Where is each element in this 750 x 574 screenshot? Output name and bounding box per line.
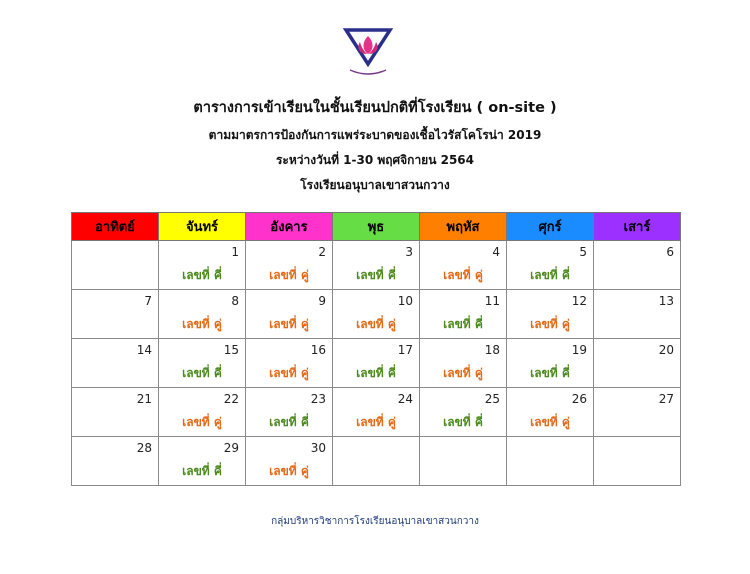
attendance-group-label: เลขที่ คู่ [182, 317, 222, 331]
calendar-week-row [72, 241, 681, 290]
day-number: 15 [223, 343, 239, 357]
page-subtitle: ตามมาตรการป้องกันการแพร่ระบาดของเชื้อไวรัสโคโรน่า 2019 [208, 128, 542, 142]
attendance-group-label: เลขที่ คี่ [182, 464, 222, 478]
calendar-day-cell [507, 339, 594, 388]
day-number: 1 [231, 245, 239, 259]
calendar-day-cell [420, 339, 507, 388]
attendance-group-label: เลขที่ คี่ [356, 268, 396, 282]
calendar-day-cell [246, 388, 333, 437]
calendar-day-cell [159, 241, 246, 290]
attendance-group-label: เลขที่ คี่ [443, 317, 483, 331]
calendar-day-cell [72, 437, 159, 486]
calendar-day-cell [420, 241, 507, 290]
day-number: 26 [571, 392, 587, 406]
calendar-day-cell [159, 339, 246, 388]
calendar-day-cell [333, 241, 420, 290]
calendar-day-cell [246, 290, 333, 339]
attendance-group-label: เลขที่ คู่ [269, 366, 309, 380]
day-number: 24 [397, 392, 413, 406]
day-number: 2 [318, 245, 326, 259]
day-number: 8 [231, 294, 239, 308]
calendar-week-row [72, 290, 681, 339]
day-number: 29 [223, 441, 239, 455]
calendar-day-cell [594, 339, 681, 388]
day-number: 20 [658, 343, 674, 357]
day-number: 14 [136, 343, 152, 357]
calendar-day-cell [333, 339, 420, 388]
calendar-day-cell [333, 437, 420, 486]
attendance-group-label: เลขที่ คู่ [443, 268, 483, 282]
calendar-day-cell [72, 290, 159, 339]
calendar-week-row [72, 388, 681, 437]
calendar-day-cell [72, 388, 159, 437]
day-number: 12 [571, 294, 587, 308]
date-range: ระหว่างวันที่ 1-30 พฤศจิกายน 2564 [275, 153, 474, 167]
day-number: 6 [666, 245, 674, 259]
day-number: 27 [658, 392, 674, 406]
day-number: 16 [310, 343, 326, 357]
calendar-day-cell [507, 241, 594, 290]
day-number: 21 [136, 392, 152, 406]
calendar-day-cell [159, 437, 246, 486]
day-header-tuesday: อังคาร [246, 213, 333, 241]
attendance-group-label: เลขที่ คี่ [530, 366, 570, 380]
day-number: 25 [484, 392, 500, 406]
calendar-week-row [72, 437, 681, 486]
calendar-day-cell [72, 339, 159, 388]
attendance-group-label: เลขที่ คู่ [269, 268, 309, 282]
school-name: โรงเรียนอนุบาลเขาสวนกวาง [300, 178, 450, 192]
day-header-friday: ศุกร์ [507, 213, 594, 241]
calendar-day-cell [594, 290, 681, 339]
day-header-monday: จันทร์ [159, 213, 246, 241]
day-number: 23 [310, 392, 326, 406]
calendar-day-cell [72, 241, 159, 290]
calendar-body [72, 241, 681, 486]
calendar-day-cell [420, 388, 507, 437]
day-header-saturday: เสาร์ [594, 213, 681, 241]
attendance-group-label: เลขที่ คี่ [182, 268, 222, 282]
attendance-group-label: เลขที่ คู่ [182, 415, 222, 429]
calendar-day-cell [507, 388, 594, 437]
attendance-group-label: เลขที่ คี่ [182, 366, 222, 380]
calendar-day-cell [594, 388, 681, 437]
attendance-group-label: เลขที่ คู่ [530, 415, 570, 429]
calendar-week-row [72, 339, 681, 388]
calendar-day-cell [594, 241, 681, 290]
calendar-day-cell [246, 241, 333, 290]
school-logo [342, 24, 394, 78]
attendance-group-label: เลขที่ คู่ [269, 317, 309, 331]
calendar-day-cell [333, 388, 420, 437]
day-header-wednesday: พุธ [333, 213, 420, 241]
day-number: 19 [571, 343, 587, 357]
day-number: 17 [397, 343, 413, 357]
day-number: 9 [318, 294, 326, 308]
day-number: 11 [484, 294, 500, 308]
calendar-day-cell [333, 290, 420, 339]
day-number: 7 [144, 294, 152, 308]
day-number: 3 [405, 245, 413, 259]
day-number: 22 [223, 392, 239, 406]
day-number: 10 [397, 294, 413, 308]
calendar-day-cell [159, 388, 246, 437]
day-number: 13 [658, 294, 674, 308]
calendar-day-cell [420, 290, 507, 339]
attendance-group-label: เลขที่ คี่ [443, 415, 483, 429]
calendar-day-cell [507, 437, 594, 486]
day-number: 28 [136, 441, 152, 455]
calendar-day-cell [420, 437, 507, 486]
day-number: 5 [579, 245, 587, 259]
calendar-day-cell [159, 290, 246, 339]
day-number: 30 [310, 441, 326, 455]
day-header-thursday: พฤหัส [420, 213, 507, 241]
calendar-day-cell [246, 339, 333, 388]
weekday-header-row [72, 213, 681, 241]
day-number: 18 [484, 343, 500, 357]
attendance-group-label: เลขที่ คู่ [530, 317, 570, 331]
calendar-day-cell [594, 437, 681, 486]
attendance-group-label: เลขที่ คู่ [356, 317, 396, 331]
page-title: ตารางการเข้าเรียนในชั้นเรียนปกติที่โรงเรียน ( on-site ) [193, 100, 557, 116]
attendance-group-label: เลขที่ คู่ [269, 464, 309, 478]
attendance-group-label: เลขที่ คี่ [356, 366, 396, 380]
calendar-table [71, 212, 681, 486]
footer-note: กลุ่มบริหารวิชาการโรงเรียนอนุบาลเขาสวนกวาง [271, 516, 479, 527]
calendar-day-cell [507, 290, 594, 339]
attendance-group-label: เลขที่ คู่ [356, 415, 396, 429]
calendar-day-cell [246, 437, 333, 486]
attendance-group-label: เลขที่ คี่ [530, 268, 570, 282]
attendance-group-label: เลขที่ คี่ [269, 415, 309, 429]
day-header-sunday: อาทิตย์ [72, 213, 159, 241]
day-number: 4 [492, 245, 500, 259]
attendance-group-label: เลขที่ คู่ [443, 366, 483, 380]
